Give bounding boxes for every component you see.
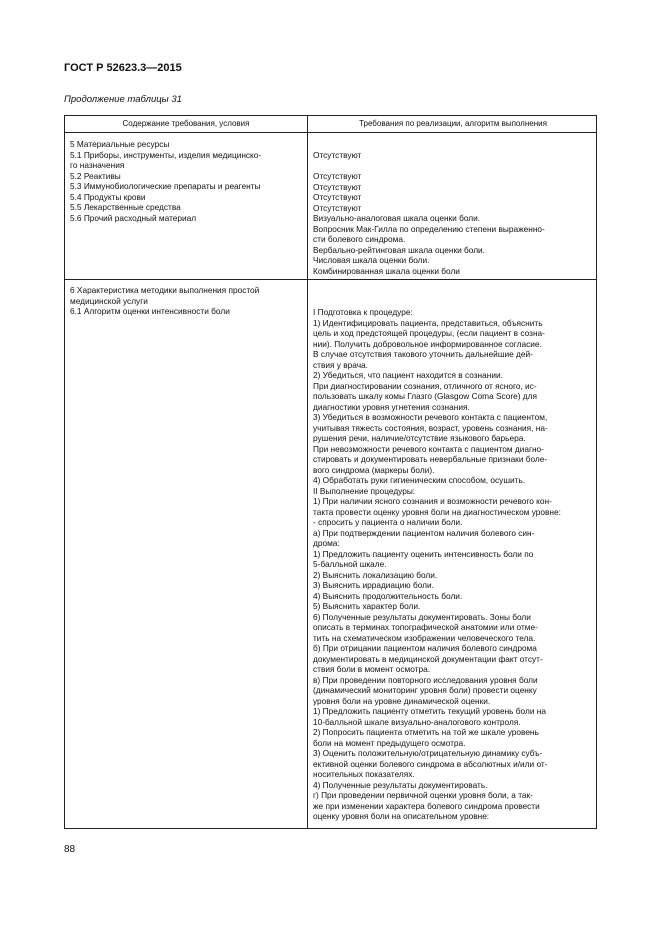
- section6-right-line: уровня боли на уровне динамической оценки.: [313, 695, 491, 706]
- section6-right-line: тить на схематическом изображении человеческого тела.: [313, 632, 536, 643]
- section6-right-line: г) При проведении первичной оценки уровня боли, а так-: [313, 790, 533, 800]
- section5-right-line: Вербально-рейтинговая шкала оценки боли.: [313, 244, 485, 255]
- section6-left-line: медицинской услуги: [70, 295, 148, 306]
- section5-right-line: Отсутствуют: [313, 150, 362, 160]
- section6-right-line: 5-балльной шкале.: [313, 559, 387, 569]
- section5-right-line: Отсутствуют: [313, 171, 362, 181]
- section6-right-line: 4) Полученные результаты документировать.: [313, 779, 488, 790]
- section6-right-line: ствия боли в момент осмотра.: [313, 664, 431, 674]
- section5-right-line: Отсутствуют: [313, 192, 362, 202]
- section6-right-line: же при изменении характера болевого синдрома провести: [313, 800, 540, 811]
- section5-left-cell: [70, 139, 304, 223]
- section6-right-line: При невозможности речевого контакта с пациентом диагно-: [313, 443, 544, 454]
- section6-right-line: вого синдрома (маркеры боли).: [313, 464, 435, 475]
- section6-right-line: 5) Выяснить характер боли.: [313, 601, 421, 611]
- requirements-table: [64, 115, 597, 829]
- section5-left-line: 5.6 Прочий расходный материал: [70, 212, 197, 223]
- section5-left-line: 5 Материальные ресурсы: [70, 139, 170, 149]
- section6-right-line: носительных показателях.: [313, 769, 415, 779]
- section6-right-line: 3) Убедиться в возможности речевого контакта с пациентом,: [313, 412, 548, 422]
- section6-right-line: II Выполнение процедуры:: [313, 485, 416, 496]
- section6-right-line: 2) Попросить пациента отметить на той же шкале уровень: [313, 727, 539, 737]
- section6-right-line: нии). Получить добровольное информированное согласие.: [313, 338, 542, 349]
- section6-right-line: такта провести оценку уровня боли на диагностическом уровне:: [313, 506, 561, 517]
- section6-right-line: 10-балльной шкале визуально-аналогового контроля.: [313, 716, 521, 727]
- section6-right-line: б) При отрицании пациентом наличия болевого синдрома: [313, 643, 537, 653]
- header-implementation-algorithm: Требования по реализации, алгоритм выполнения: [359, 119, 547, 128]
- header-divider: [65, 132, 596, 133]
- section6-right-line: 6) Полученные результаты документировать. Зоны боли: [313, 611, 531, 622]
- section6-right-line: цель и ход предстоящей процедуры, (если пациент в созна-: [313, 328, 545, 338]
- section5-right-line: Вопросник Мак-Гилла по определению степени выраженно-: [313, 223, 545, 234]
- section6-left-cell: [70, 285, 304, 317]
- section6-right-line: боли на момент предыдущего осмотра.: [313, 737, 466, 748]
- section6-right-line: описать в терминах топографической анатомии или отме-: [313, 622, 538, 632]
- section6-right-line: 3) Оценить положительную/отрицательную динамику субъ-: [313, 748, 543, 758]
- section5-right-line: Числовая шкала оценки боли.: [313, 255, 430, 265]
- section5-left-line: 5.1 Приборы, инструменты, изделия медицинско-: [70, 149, 262, 160]
- section6-right-line: дрома:: [313, 538, 340, 548]
- section5-right-line: Визуально-аналоговая шкала оценки боли.: [313, 213, 481, 223]
- section6-right-cell: [313, 307, 595, 822]
- section5-right-line: сти болевого синдрома.: [313, 234, 406, 244]
- section6-right-line: I Подготовка к процедуре:: [313, 307, 413, 317]
- section6-right-line: 1) Идентифицировать пациента, представиться, объяснить: [313, 317, 543, 328]
- section5-right-line: Комбинированная шкала оценки боли: [313, 265, 460, 276]
- section5-right-cell: [313, 150, 595, 276]
- header-requirements-content: Содержание требования, условия: [122, 119, 250, 128]
- section6-right-line: стировать и документировать невербальные признаки боле-: [313, 454, 548, 464]
- section6-right-line: ствия у врача.: [313, 359, 368, 370]
- section6-right-line: 2) Убедиться, что пациент находится в сознании.: [313, 370, 503, 380]
- page-number: 88: [64, 844, 76, 855]
- section6-right-line: документировать в медицинской документации факт отсут-: [313, 653, 543, 664]
- section5-left-line: 5.2 Реактивы: [70, 170, 121, 181]
- section6-right-line: (динамический мониторинг уровня боли) провести оценку: [313, 685, 537, 695]
- section5-left-line: 5.5 Лекарственные средства: [70, 202, 181, 212]
- section6-right-line: 4) Выяснить продолжительность боли.: [313, 590, 463, 601]
- section6-left-line: 6 Характеристика методики выполнения простой: [70, 285, 260, 295]
- section6-right-line: При диагностировании сознания, отличного от ясного, ис-: [313, 380, 537, 391]
- section6-right-line: диагностики уровня угнетения сознания.: [313, 401, 470, 412]
- section6-right-line: рушения речи, наличие/отсутствие языкового барьера.: [313, 433, 526, 443]
- section6-right-line: В случае отсутствия такового уточнить дальнейшие дей-: [313, 349, 533, 359]
- section5-right-line: Отсутствуют: [313, 202, 362, 213]
- section6-right-line: 4) Обработать руки гигиеническим способом, осушить.: [313, 475, 526, 485]
- section5-left-line: го назначения: [70, 160, 125, 170]
- section6-right-line: оценку уровня боли на описательном уровне:: [313, 811, 490, 821]
- section6-left-line: 6.1 Алгоритм оценки интенсивности боли: [70, 306, 230, 316]
- section6-right-line: 1) Предложить пациенту оценить интенсивность боли по: [313, 548, 534, 559]
- section6-right-line: 1) При наличии ясного сознания и возможности речевого кон-: [313, 496, 552, 506]
- section6-right-line: 3) Выяснить иррадиацию боли.: [313, 580, 434, 590]
- section5-left-line: 5.3 Иммунобиологические препараты и реагенты: [70, 181, 261, 191]
- section5-right-line: Отсутствуют: [313, 181, 362, 192]
- section-divider: [65, 279, 596, 280]
- section6-right-line: - спросить у пациента о наличии боли.: [313, 517, 463, 527]
- section6-right-line: пользовать шкалу комы Глазго (Glasgow Coma Score) для: [313, 391, 537, 401]
- section6-right-line: 1) Предложить пациенту отметить текущий уровень боли на: [313, 706, 546, 716]
- standard-title: ГОСТ Р 52623.3—2015: [64, 62, 182, 74]
- section6-right-line: в) При проведении повторного исследования уровня боли: [313, 674, 538, 685]
- section6-right-line: учитывая тяжесть состояния, возраст, уровень сознания, на-: [313, 422, 548, 433]
- section5-right-spacer: [313, 161, 595, 172]
- section6-right-line: а) При подтверждении пациентом наличия болевого син-: [313, 527, 535, 538]
- section6-right-line: ективной оценки болевого синдрома в абсолютных и/или от-: [313, 758, 548, 769]
- section6-right-line: 2) Выяснить локализацию боли.: [313, 569, 438, 580]
- table-caption: Продолжение таблицы 31: [64, 94, 182, 105]
- section5-left-line: 5.4 Продукты крови: [70, 191, 146, 202]
- column-divider: [307, 116, 308, 828]
